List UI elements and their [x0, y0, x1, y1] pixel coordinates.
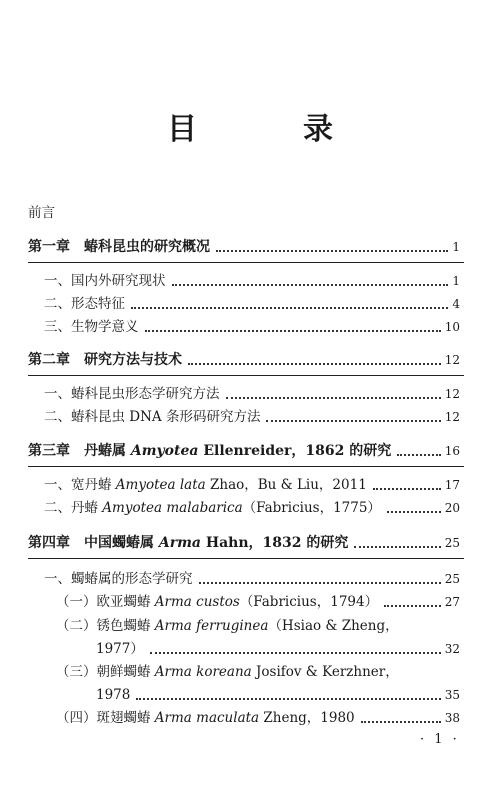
- toc-entry-text: 二、形态特征: [44, 296, 125, 312]
- toc-entry-text: 第三章 丹蝽属 Amyotea Ellenreider，1862 的研究: [28, 443, 392, 459]
- toc-entry-text: 二、蝽科昆虫 DNA 条形码研究方法: [44, 409, 261, 425]
- page-title: 目 录: [167, 112, 371, 147]
- toc-entry-3-2[interactable]: [0, 495, 500, 517]
- leader-dots: [266, 419, 440, 422]
- toc-entry-4-1-3[interactable]: [0, 659, 500, 681]
- toc-entry-text: 第二章 研究方法与技术: [28, 352, 182, 368]
- page-number: 4: [452, 297, 460, 311]
- page-number: 25: [444, 536, 460, 550]
- leader-dots: [361, 720, 441, 723]
- toc-entry-4-1-2-cont[interactable]: [0, 636, 500, 658]
- page-number: 27: [444, 595, 460, 609]
- toc-entry-chapter-2[interactable]: [0, 347, 500, 369]
- page-number: 10: [444, 320, 460, 334]
- leader-dots: [216, 249, 448, 252]
- toc-entry-text: 第一章 蝽科昆虫的研究概况: [28, 239, 210, 255]
- page-number: 1: [452, 274, 460, 288]
- toc-entry-1-1[interactable]: [0, 268, 500, 290]
- toc-entry-text: 一、蝽科昆虫形态学研究方法: [44, 386, 220, 402]
- leader-dots: [199, 581, 441, 584]
- toc-entry-3-1[interactable]: [0, 472, 500, 494]
- toc-entry-4-1[interactable]: [0, 566, 500, 588]
- chapter-divider: [28, 262, 464, 263]
- toc-entry-4-1-2[interactable]: [0, 613, 500, 635]
- toc-entry-1-2[interactable]: [0, 291, 500, 313]
- toc-entry-1-3[interactable]: [0, 314, 500, 336]
- page-number: 12: [444, 353, 460, 367]
- toc-entry-text: 二、丹蝽 Amyotea malabarica（Fabricius，1775）: [44, 500, 381, 516]
- leader-dots: [145, 329, 441, 332]
- leader-dots: [150, 651, 441, 654]
- toc-entry-chapter-4[interactable]: [0, 530, 500, 552]
- leader-dots: [373, 487, 441, 490]
- page-number: 1: [452, 240, 460, 254]
- page-number: 12: [444, 387, 460, 401]
- page-number: 20: [444, 501, 460, 515]
- toc-entry-text: 前言: [28, 205, 55, 221]
- leader-dots: [387, 510, 441, 513]
- page-number: 25: [444, 572, 460, 586]
- toc-entry-text: （四）斑翅蠋蝽 Arma maculata Zheng，1980: [56, 710, 355, 726]
- leader-dots: [172, 283, 449, 286]
- toc-entry-text: （三）朝鲜蠋蝽 Arma koreana Josifov & Kerzhner，: [56, 664, 399, 680]
- toc-entry-4-1-4[interactable]: [0, 705, 500, 727]
- page-number: 12: [444, 410, 460, 424]
- page-folio: · 1 ·: [420, 732, 460, 747]
- toc-entry-text: （一）欧亚蠋蝽 Arma custos（Fabricius，1794）: [56, 594, 379, 610]
- toc-entry-chapter-1[interactable]: [0, 234, 500, 256]
- toc-entry-text: （二）锈色蠋蝽 Arma ferruginea（Hsiao & Zheng，: [56, 618, 399, 634]
- page-number: 17: [444, 478, 460, 492]
- chapter-divider: [28, 375, 464, 376]
- toc-entry-text: 一、宽丹蝽 Amyotea lata Zhao，Bu & Liu，2011: [44, 477, 367, 493]
- leader-dots: [226, 396, 441, 399]
- toc-entry-preface[interactable]: [0, 200, 500, 222]
- leader-dots: [188, 362, 441, 365]
- chapter-divider: [28, 466, 464, 467]
- leader-dots: [397, 453, 440, 456]
- toc-entry-chapter-3[interactable]: [0, 438, 500, 460]
- leader-dots: [354, 545, 440, 548]
- page-number: 35: [444, 688, 460, 702]
- toc-entry-text: 三、生物学意义: [44, 319, 139, 335]
- leader-dots: [136, 697, 440, 700]
- toc-entry-text: 一、蠋蝽属的形态学研究: [44, 571, 193, 587]
- page-number: 16: [444, 444, 460, 458]
- toc-entry-text: 1977）: [96, 641, 144, 657]
- toc-entry-4-1-3-cont[interactable]: [0, 682, 500, 704]
- leader-dots: [131, 306, 448, 309]
- toc-entry-text: 一、国内外研究现状: [44, 273, 166, 289]
- chapter-divider: [28, 558, 464, 559]
- toc-entry-2-1[interactable]: [0, 381, 500, 403]
- toc-entry-2-2[interactable]: [0, 404, 500, 426]
- toc-entry-4-1-1[interactable]: [0, 589, 500, 611]
- page-number: 32: [444, 642, 460, 656]
- toc-entry-text: 1978: [96, 687, 131, 703]
- leader-dots: [384, 604, 441, 607]
- page-number: 38: [444, 711, 460, 725]
- toc-entry-text: 第四章 中国蠋蝽属 Arma Hahn，1832 的研究: [28, 535, 349, 551]
